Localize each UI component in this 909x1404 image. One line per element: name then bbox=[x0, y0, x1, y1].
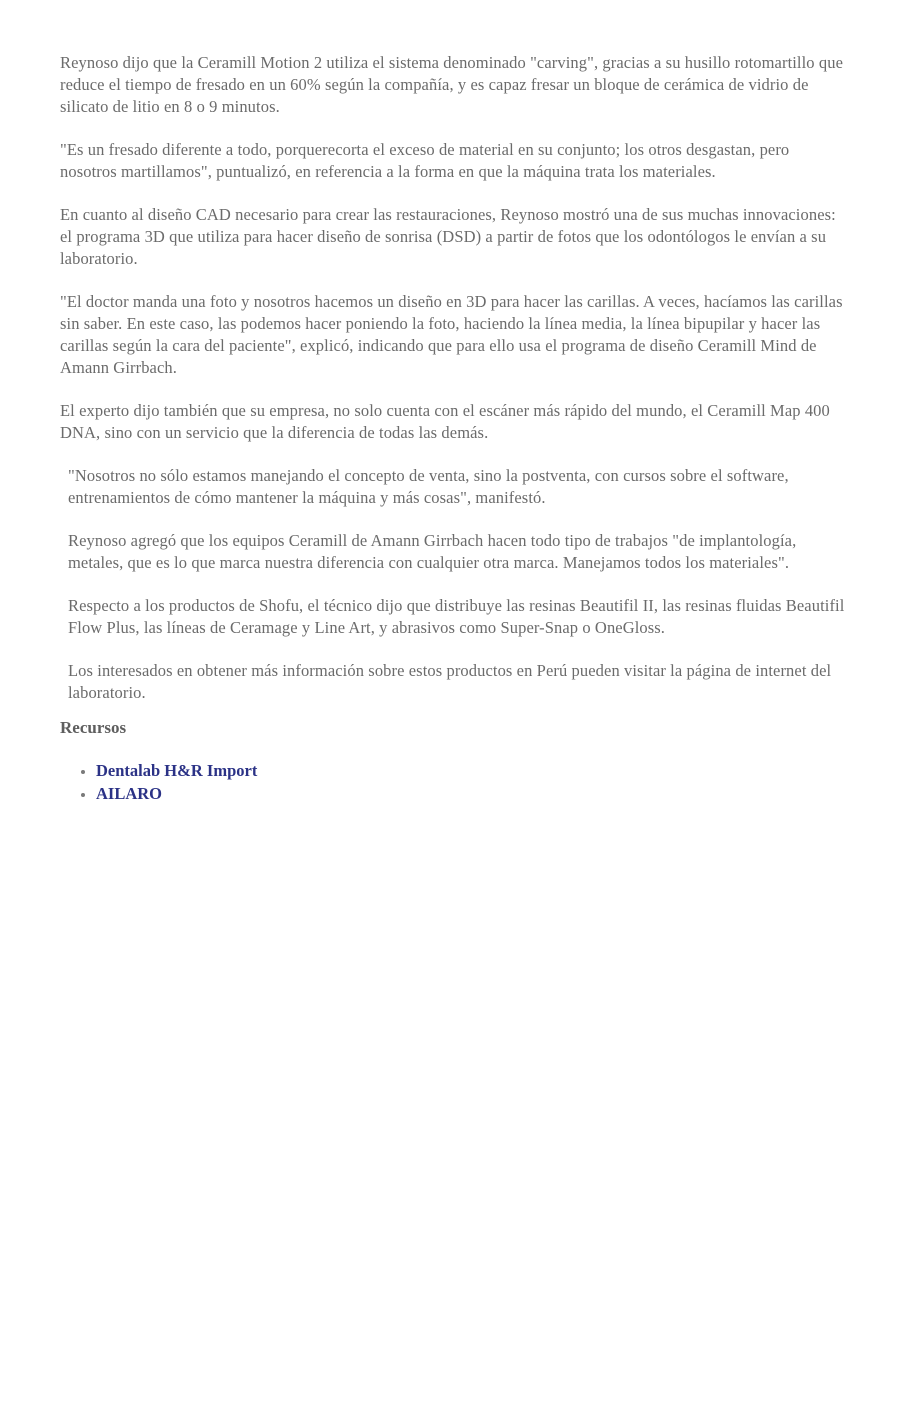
paragraph-diseno-cad: En cuanto al diseño CAD necesario para crear las restauraciones, Reynoso mostró una de sus muchas innovaciones: el programa 3D que utiliza para hacer diseño de sonrisa (DSD) a partir de fotos que los odontólogos le envían a su laboratorio. bbox=[60, 205, 836, 268]
resources-list bbox=[60, 759, 850, 805]
resources-heading: Recursos bbox=[60, 718, 127, 737]
list-item bbox=[96, 782, 850, 805]
link-ailaro[interactable]: AILARO bbox=[96, 784, 163, 803]
paragraph-productos-shofu: Respecto a los productos de Shofu, el técnico dijo que distribuye las resinas Beautifil II, las resinas fluidas Beautifil Flow Plus, las líneas de Ceramage y Line Art, y abrasivos como Super-Snap o OneGloss. bbox=[68, 596, 845, 637]
paragraph-fresado-diferente: "Es un fresado diferente a todo, porquerecorta el exceso de material en su conjunto; los otros desgastan, pero nosotros martillamos", puntualizó, en referencia a la forma en que la máquina trata los materiales. bbox=[60, 140, 790, 181]
link-dentalab-hr-import[interactable]: Dentalab H&R Import bbox=[96, 761, 258, 780]
list-item bbox=[96, 759, 850, 782]
paragraph-doctor-foto: "El doctor manda una foto y nosotros hacemos un diseño en 3D para hacer las carillas. A veces, hacíamos las carillas sin saber. En este caso, las podemos hacer poniendo la foto, haciendo la línea media, la línea bipupilar y hacer las carillas según la cara del paciente", explicó, indicando que para ello usa el programa de diseño Ceramill Mind de Amann Girrbach. bbox=[60, 292, 843, 377]
article-body bbox=[60, 52, 850, 805]
paragraph-experto-escaner: El experto dijo también que su empresa, no solo cuenta con el escáner más rápido del mundo, el Ceramill Map 400 DNA, sino con un servicio que la diferencia de todas las demás. bbox=[60, 401, 830, 442]
paragraph-postventa: "Nosotros no sólo estamos manejando el concepto de venta, sino la postventa, con cursos sobre el software, entrenamientos de cómo mantener la máquina y más cosas", manifestó. bbox=[68, 466, 789, 507]
paragraph-interesados: Los interesados en obtener más información sobre estos productos en Perú pueden visitar la página de internet del laboratorio. bbox=[68, 661, 832, 702]
paragraph-carving-system: Reynoso dijo que la Ceramill Motion 2 utiliza el sistema denominado "carving", gracias a su husillo rotomartillo que reduce el tiempo de fresado en un 60% según la compañía, y es capaz fresar un bloque de cerámica de vidrio de silicato de litio en 8 o 9 minutos. bbox=[60, 53, 843, 116]
paragraph-implantologia: Reynoso agregó que los equipos Ceramill de Amann Girrbach hacen todo tipo de trabajos "de implantología, metales, que es lo que marca nuestra diferencia con cualquier otra marca. Manejamos todos los materiales". bbox=[68, 531, 797, 572]
